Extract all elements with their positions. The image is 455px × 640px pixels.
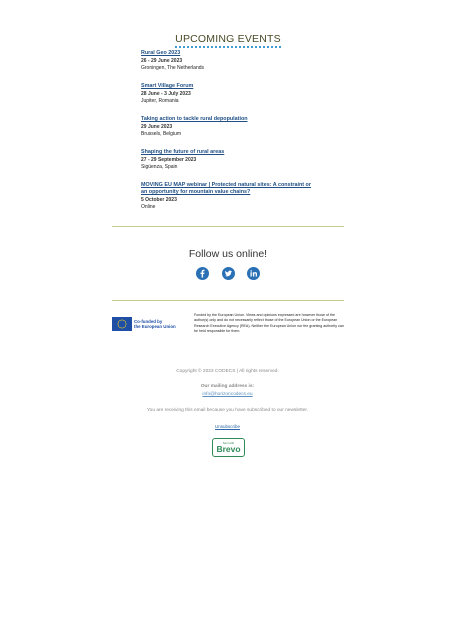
event-date: 26 - 29 June 2023 [141,58,183,64]
events-heading-text: UPCOMING EVENTS [175,33,281,48]
facebook-icon[interactable] [196,267,209,280]
follow-heading: Follow us online! [188,248,268,260]
event-date: 27 - 29 September 2023 [141,157,197,163]
eu-disclaimer: Funded by the European Union. Views and opinions expressed are however those of the author(s) only and do not necessarily reflect those of the European Union or the European Research Executive Agency (REA). Neither the European Union nor the granting authority can be held responsible for them. [194,313,344,333]
divider [112,226,344,227]
events-heading [112,29,344,48]
brevo-badge-caption: Sent with [222,441,235,445]
mailing-email-link[interactable]: info@horizoncodecs.eu [202,392,253,397]
social-links [112,267,344,285]
twitter-icon[interactable] [222,267,235,280]
copyright-text: Copyright © 2023 CODECS | All rights reserved. [176,369,279,374]
brevo-logo: Brevo [216,444,241,454]
event-location: Jupiter, Romania [141,98,179,104]
event-title-link[interactable]: Shaping the future of rural areas [141,149,225,155]
event-title-link[interactable]: Smart Village Forum [141,83,194,89]
event-title-link[interactable]: Rural Geo 2023 [141,50,181,56]
eu-flag-icon [112,317,132,331]
event-location: Online [141,204,156,210]
event-location: Sigüenza, Spain [141,164,178,170]
unsubscribe-link[interactable]: Unsubscribe [214,424,240,429]
event-location: Brussels, Belgium [141,131,182,137]
divider [112,300,344,301]
subscription-notice: You are receiving this email because you have subscribed to our newsletter. [146,408,309,413]
event-location: Groningen, The Netherlands [141,65,205,71]
event-item [141,116,341,138]
eu-logo-line1: Co-funded by [134,319,163,324]
event-item [141,83,341,105]
event-list [141,50,341,222]
event-date: 28 June - 3 July 2023 [141,91,191,97]
event-date: 29 June 2023 [141,124,173,130]
event-date: 5 October 2023 [141,197,177,203]
eu-logo-line2: the European Union [134,324,176,329]
linkedin-icon[interactable] [247,267,260,280]
event-item [141,149,341,171]
brevo-badge[interactable] [212,438,245,457]
event-title-link-line2[interactable]: an opportunity for mountain value chains? [141,189,251,195]
mailing-address-label: Our mailing address is: [200,384,255,389]
eu-cofunded-logo [112,317,178,332]
event-title-link[interactable]: Taking action to tackle rural depopulation [141,116,248,122]
event-item [141,182,341,211]
event-title-link-line1[interactable]: MOVING EU MAP webinar | Protected natural sites: A constraint or [141,182,311,188]
event-item [141,50,341,72]
